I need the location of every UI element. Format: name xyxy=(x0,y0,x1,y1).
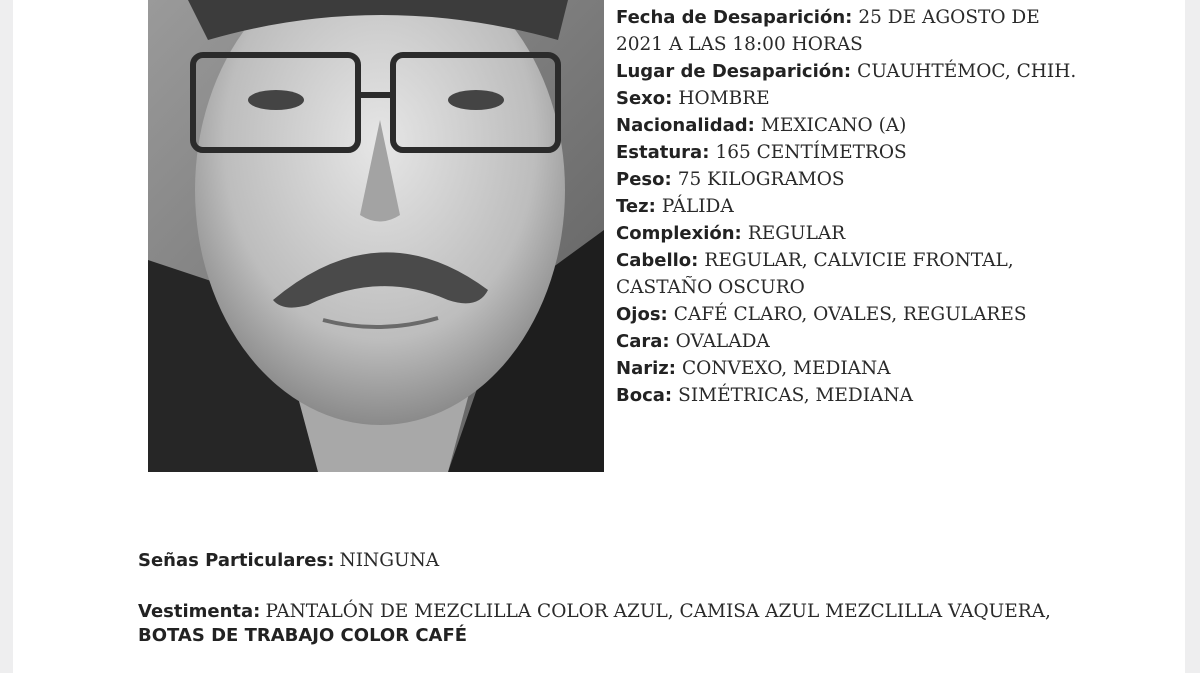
detail-peso xyxy=(616,166,1086,193)
detail-estatura xyxy=(616,139,1086,166)
detail-nariz xyxy=(616,355,1086,382)
detail-lugar xyxy=(616,58,1086,85)
detail-value: PÁLIDA xyxy=(661,196,734,217)
detail-label: Nacionalidad: xyxy=(616,115,755,136)
detail-label: Cabello: xyxy=(616,250,699,271)
detail-sexo xyxy=(616,85,1086,112)
detail-label: Peso: xyxy=(616,169,672,190)
detail-label: Fecha de Desaparición: xyxy=(616,7,853,28)
senas-particulares xyxy=(138,549,1098,573)
detail-value: 165 CENTÍMETROS xyxy=(715,142,907,163)
detail-value: MEXICANO (A) xyxy=(760,115,907,136)
detail-value: CUAUHTÉMOC, CHIH. xyxy=(857,61,1077,82)
detail-cara xyxy=(616,328,1086,355)
vestimenta-bold-value: BOTAS DE TRABAJO COLOR CAFÉ xyxy=(138,625,468,646)
detail-label: Ojos: xyxy=(616,304,668,325)
detail-label: Cara: xyxy=(616,331,670,352)
detail-value: 25 DE AGOSTO DE 2021 A LAS 18:00 HORAS xyxy=(616,7,1040,55)
detail-value: 75 KILOGRAMOS xyxy=(677,169,845,190)
detail-nacionalidad xyxy=(616,112,1086,139)
missing-person-sheet xyxy=(13,0,1185,673)
person-photo-image xyxy=(148,0,604,472)
detail-value: OVALADA xyxy=(675,331,770,352)
detail-fecha xyxy=(616,4,1086,58)
detail-value: CONVEXO, MEDIANA xyxy=(681,358,891,379)
senas-label: Señas Particulares: xyxy=(138,550,335,571)
detail-label: Tez: xyxy=(616,196,656,217)
detail-label: Complexión: xyxy=(616,223,742,244)
vestimenta xyxy=(138,600,1098,648)
detail-value: SIMÉTRICAS, MEDIANA xyxy=(678,385,913,406)
detail-value: REGULAR xyxy=(747,223,846,244)
vestimenta-value: PANTALÓN DE MEZCLILLA COLOR AZUL, CAMISA AZUL MEZCLILLA VAQUERA xyxy=(265,601,1046,622)
detail-value: REGULAR, CALVICIE FRONTAL, CASTAÑO OSCURO xyxy=(616,250,1014,298)
detail-value: HOMBRE xyxy=(678,88,770,109)
detail-label: Estatura: xyxy=(616,142,710,163)
detail-cabello xyxy=(616,247,1086,301)
detail-label: Nariz: xyxy=(616,358,676,379)
person-details xyxy=(616,4,1086,409)
detail-label: Sexo: xyxy=(616,88,673,109)
detail-complexion xyxy=(616,220,1086,247)
detail-label: Lugar de Desaparición: xyxy=(616,61,852,82)
detail-boca xyxy=(616,382,1086,409)
vestimenta-label: Vestimenta: xyxy=(138,601,261,622)
detail-value: CAFÉ CLARO, OVALES, REGULARES xyxy=(673,304,1027,325)
detail-label: Boca: xyxy=(616,385,673,406)
senas-value: NINGUNA xyxy=(339,550,440,571)
person-photo xyxy=(148,0,604,472)
detail-ojos xyxy=(616,301,1086,328)
vestimenta-separator: , xyxy=(1045,601,1051,622)
detail-tez xyxy=(616,193,1086,220)
